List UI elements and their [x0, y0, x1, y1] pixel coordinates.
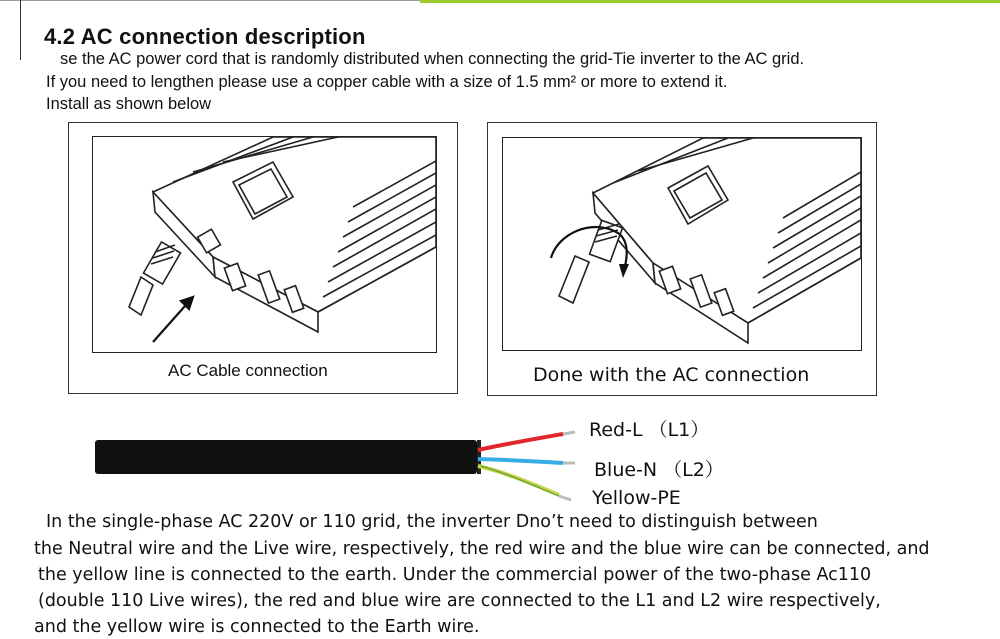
description-line-5: and the yellow wire is connected to the Earth wire. [34, 617, 480, 637]
figure-caption-right: Done with the AC connection [533, 364, 810, 386]
wire-label-red: Red-L （L1） [589, 419, 710, 441]
header-rule-green [420, 0, 1000, 3]
description-line-3: the yellow line is connected to the earth. Under the commercial power of the two-phase Ac110 [38, 565, 872, 585]
ac-cable-diagram [85, 410, 585, 510]
figure-cable-connection [68, 122, 458, 394]
description-line-2: the Neutral wire and the Live wire, respectively, the red wire and the blue wire can be connected, and [34, 539, 930, 559]
cable-jacket [95, 440, 477, 474]
margin-line [20, 0, 21, 60]
figure-done-connection-illustration [502, 137, 862, 351]
intro-line-1: se the AC power cord that is randomly distributed when connecting the grid-Tie inverter to the AC grid. [60, 50, 805, 68]
red-wire [478, 434, 563, 450]
section-title: 4.2 AC connection description [44, 24, 366, 49]
description-line-4: (double 110 Live wires), the red and blue wire are connected to the L1 and L2 wire respectively, [38, 591, 881, 611]
wire-label-yellow: Yellow-PE [592, 487, 681, 509]
figure-done-connection [487, 122, 877, 396]
header-rule [0, 0, 1000, 8]
description-line-1: In the single-phase AC 220V or 110 grid, the inverter Dno’t need to distinguish between [46, 512, 818, 532]
intro-line-3: Install as shown below [46, 95, 212, 113]
wire-label-blue: Blue-N （L2） [594, 459, 724, 481]
cable-end [477, 440, 481, 474]
blue-wire [478, 459, 563, 463]
inverter-illustration-right [503, 138, 861, 350]
header-rule-gray [0, 0, 420, 1]
figure-caption-left: AC Cable connection [168, 361, 328, 380]
inverter-illustration-left [93, 137, 436, 352]
intro-line-2: If you need to lengthen please use a copper cable with a size of 1.5 mm² or more to extend it. [46, 73, 728, 91]
figure-cable-connection-illustration [92, 136, 437, 353]
